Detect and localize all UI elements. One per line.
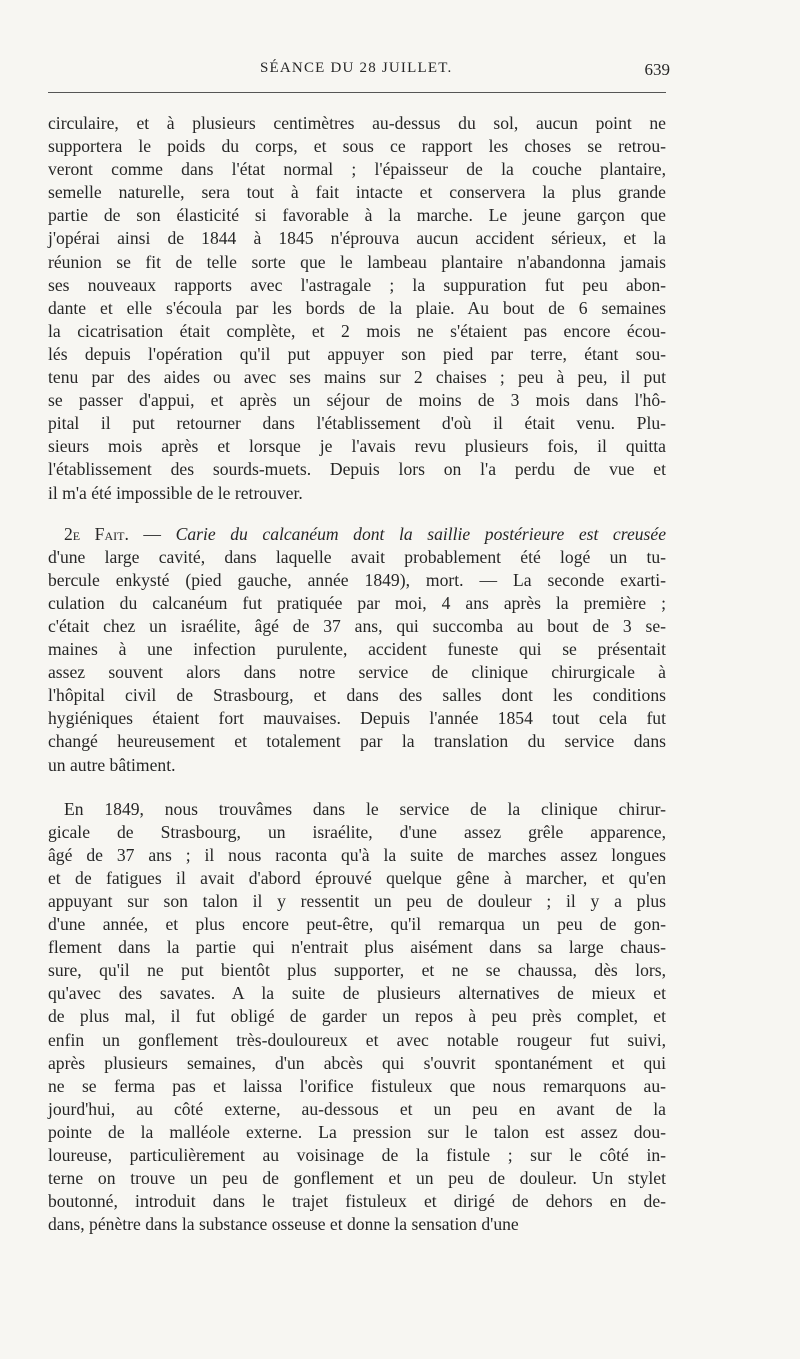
fait-label: 2e Fait. xyxy=(64,523,129,544)
text-line: enfin un gonflement très-douloureux et avec notable rougeur fut suivi, xyxy=(48,1029,666,1050)
text-line: j'opérai ainsi de 1844 à 1845 n'éprouva aucun accident sérieux, et la xyxy=(48,228,666,249)
paragraph-case-2-history xyxy=(48,798,666,1237)
text-line: terne on trouve un peu de gonflement et un peu de douleur. Un stylet xyxy=(48,1168,666,1189)
text-line: et de fatigues il avait d'abord éprouvé quelque gêne à marcher, et qu'en xyxy=(48,867,666,888)
running-title: SÉANCE DU 28 JUILLET. xyxy=(260,60,453,76)
text-line: appuyant sur son talon il y ressentit un peu de douleur ; il y a plus xyxy=(48,891,666,911)
text-line: de plus mal, il fut obligé de garder un repos à peu près complet, et xyxy=(48,1006,666,1027)
text-line: d'une large cavité, dans laquelle avait probablement été logé un tu- xyxy=(48,546,666,567)
text-line: flement dans la partie qui n'entrait plus aisément dans sa large chaus- xyxy=(48,937,666,958)
text-line: supportera le poids du corps, et sous ce rapport les choses se retrou- xyxy=(48,136,666,157)
header-rule xyxy=(48,92,666,93)
paragraph-gap xyxy=(48,777,666,798)
paragraph-gap xyxy=(48,505,666,523)
text-line: ses nouveaux rapports avec l'astragale ; la suppuration fut peu abon- xyxy=(48,274,666,295)
text-line: culation du calcanéum fut pratiquée par moi, 4 ans après la première ; xyxy=(48,592,666,613)
text-line: après plusieurs semaines, d'un abcès qui s'ouvrit spontanément et qui xyxy=(48,1052,666,1073)
text-line: semelle naturelle, sera tout à fait intacte et conservera la plus grande xyxy=(48,182,666,203)
text-line: gicale de Strasbourg, un israélite, d'une assez grêle apparence, xyxy=(48,821,666,842)
text-line: veront comme dans l'état normal ; l'épaisseur de la couche plantaire, xyxy=(48,159,666,180)
text-line: maines à une infection purulente, accident funeste qui se présentait xyxy=(48,639,666,660)
text-line: partie de son élasticité si favorable à la marche. Le jeune garçon que xyxy=(48,205,666,226)
text-line: âgé de 37 ans ; il nous raconta qu'à la suite de marches assez longues xyxy=(48,844,666,865)
text-line: lés depuis l'opération qu'il put appuyer son pied par terre, étant sou- xyxy=(48,343,666,364)
text-line: il m'a été impossible de le retrouver. xyxy=(48,482,303,503)
text-line: se passer d'appui, et après un séjour de moins de 3 mois dans l'hô- xyxy=(48,390,666,411)
text-line: bercule enkysté (pied gauche, année 1849), mort. — La seconde exarti- xyxy=(48,569,666,590)
text-line: changé heureusement et totalement par la translation du service dans xyxy=(48,731,666,752)
text-line: sieurs mois après et lorsque je l'avais revu plusieurs fois, il quitta xyxy=(48,436,666,457)
page-number: 639 xyxy=(644,60,670,79)
text-line: d'une année, et plus encore peut-être, qu'il remarqua un peu de gon- xyxy=(48,914,666,935)
text-line: un autre bâtiment. xyxy=(48,754,176,775)
body-text xyxy=(48,112,666,1236)
text-line: circulaire, et à plusieurs centimètres au-dessus du sol, aucun point ne xyxy=(48,113,666,133)
text-line: En 1849, nous trouvâmes dans le service de la clinique chirur- xyxy=(64,798,666,819)
text-line: pital il put retourner dans l'établissement d'où il était venu. Plu- xyxy=(48,413,666,434)
text-line: jourd'hui, au côté externe, au-dessous et un peu en avant de la xyxy=(48,1098,666,1119)
paragraph-case-1-end xyxy=(48,112,666,505)
text-line: dans, pénètre dans la substance osseuse et donne la sensation d'une xyxy=(48,1214,519,1235)
text-line: réunion se fit de telle sorte que le lambeau plantaire n'abandonna jamais xyxy=(48,251,666,272)
text-line: pointe de la malléole externe. La pression sur le talon est assez dou- xyxy=(48,1121,666,1142)
text-line: ne se ferma pas et laissa l'orifice fistuleux que nous remarquons au- xyxy=(48,1075,666,1096)
text-line: l'hôpital civil de Strasbourg, et dans des salles dont les conditions xyxy=(48,685,666,706)
text-line: assez souvent alors dans notre service de clinique chirurgicale à xyxy=(48,662,666,683)
text-line: l'établissement des sourds-muets. Depuis lors on l'a perdu de vue et xyxy=(48,459,666,480)
text-line: boutonné, introduit dans le trajet fistuleux et dirigé de dehors en de- xyxy=(48,1191,666,1212)
running-head xyxy=(48,60,670,84)
text-line: la cicatrisation était complète, et 2 mois ne s'étaient pas encore écou- xyxy=(48,320,666,341)
paragraph-fait-2 xyxy=(48,523,666,777)
text-line: hygiéniques étaient fort mauvaises. Depuis l'année 1854 tout cela fut xyxy=(48,708,666,729)
text-line: dante et elle s'écoula par les bords de la plaie. Au bout de 6 semaines xyxy=(48,297,666,318)
text-line: c'était chez un israélite, âgé de 37 ans, qui succomba au bout de 3 se- xyxy=(48,615,666,636)
text-line: qu'avec des savates. A la suite de plusieurs alternatives de mieux et xyxy=(48,983,666,1004)
fait-heading-line: 2e Fait. — Carie du calcanéum dont la saillie postérieure est creusée xyxy=(64,523,667,544)
text-line: loureuse, particulièrement au voisinage de la fistule ; sur le côté in- xyxy=(48,1145,666,1166)
text-line: tenu par des aides ou avec ses mains sur 2 chaises ; peu à peu, il put xyxy=(48,367,666,388)
text-line: sure, qu'il ne put bientôt plus supporter, et ne se chaussa, dès lors, xyxy=(48,960,666,981)
fait-title: Carie du calcanéum dont la saillie postérieure est creusée xyxy=(175,523,667,544)
